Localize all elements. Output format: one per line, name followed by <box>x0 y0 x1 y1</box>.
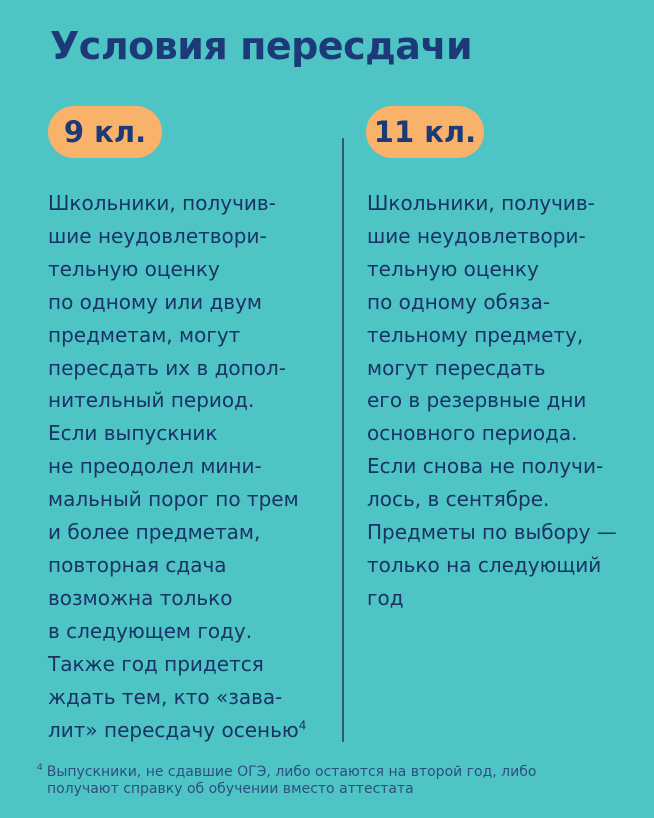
text-line: шие неудовлетвори- <box>48 223 267 248</box>
text-line: пересдать их в допол- <box>48 355 286 380</box>
footnote-line: получают справку об обучении вместо аттестата <box>47 781 414 797</box>
grade-11-badge: 11 кл. <box>366 106 484 158</box>
text-line: год <box>367 585 404 610</box>
text-line: тельному предмету, <box>367 322 584 347</box>
grade-9-text <box>48 187 306 746</box>
text-line: Также год придется <box>48 651 264 676</box>
text-line: лось, в сентябре. <box>367 487 550 512</box>
text-line: тельную оценку <box>48 256 220 281</box>
text-line: лит» пересдачу осенью <box>48 717 299 742</box>
text-line: мальный порог по трем <box>48 487 299 512</box>
footnote-line <box>37 764 536 781</box>
footnote <box>37 764 536 798</box>
text-line: только на следующий <box>367 552 602 577</box>
text-line: не преодолел мини- <box>48 454 262 479</box>
text-line: могут пересдать <box>367 355 546 380</box>
text-line: Если выпускник <box>48 421 218 446</box>
footnote-reference: 4 <box>298 717 307 732</box>
text-line: Школьники, получив- <box>48 191 276 215</box>
text-line: ждать тем, кто «зава- <box>48 684 283 709</box>
grade-9-badge: 9 кл. <box>48 106 162 158</box>
text-line: нительный период. <box>48 388 255 413</box>
footnote-mark: 4 <box>37 763 43 774</box>
text-line: основного периода. <box>367 421 578 446</box>
text-line: предметам, могут <box>48 322 241 347</box>
text-line: его в резервные дни <box>367 388 587 413</box>
text-line: и более предметам, <box>48 520 261 545</box>
text-line: Если снова не получи- <box>367 454 604 479</box>
column-divider <box>342 138 344 742</box>
text-line: возможна только <box>48 585 233 610</box>
grade-11-text <box>367 187 617 615</box>
text-line: Школьники, получив- <box>367 191 595 215</box>
text-line-last <box>48 714 306 747</box>
text-line: повторная сдача <box>48 552 227 577</box>
text-line: шие неудовлетвори- <box>367 223 586 248</box>
text-line: по одному обяза- <box>367 289 551 314</box>
text-line: в следующем году. <box>48 618 253 643</box>
footnote-text: Выпускники, не сдавшие ОГЭ, либо остаются на второй год, либо <box>46 764 537 780</box>
text-line: по одному или двум <box>48 289 263 314</box>
text-line: тельную оценку <box>367 256 539 281</box>
page-title: Условия пересдачи <box>50 24 473 68</box>
text-line: Предметы по выбору — <box>367 520 617 545</box>
